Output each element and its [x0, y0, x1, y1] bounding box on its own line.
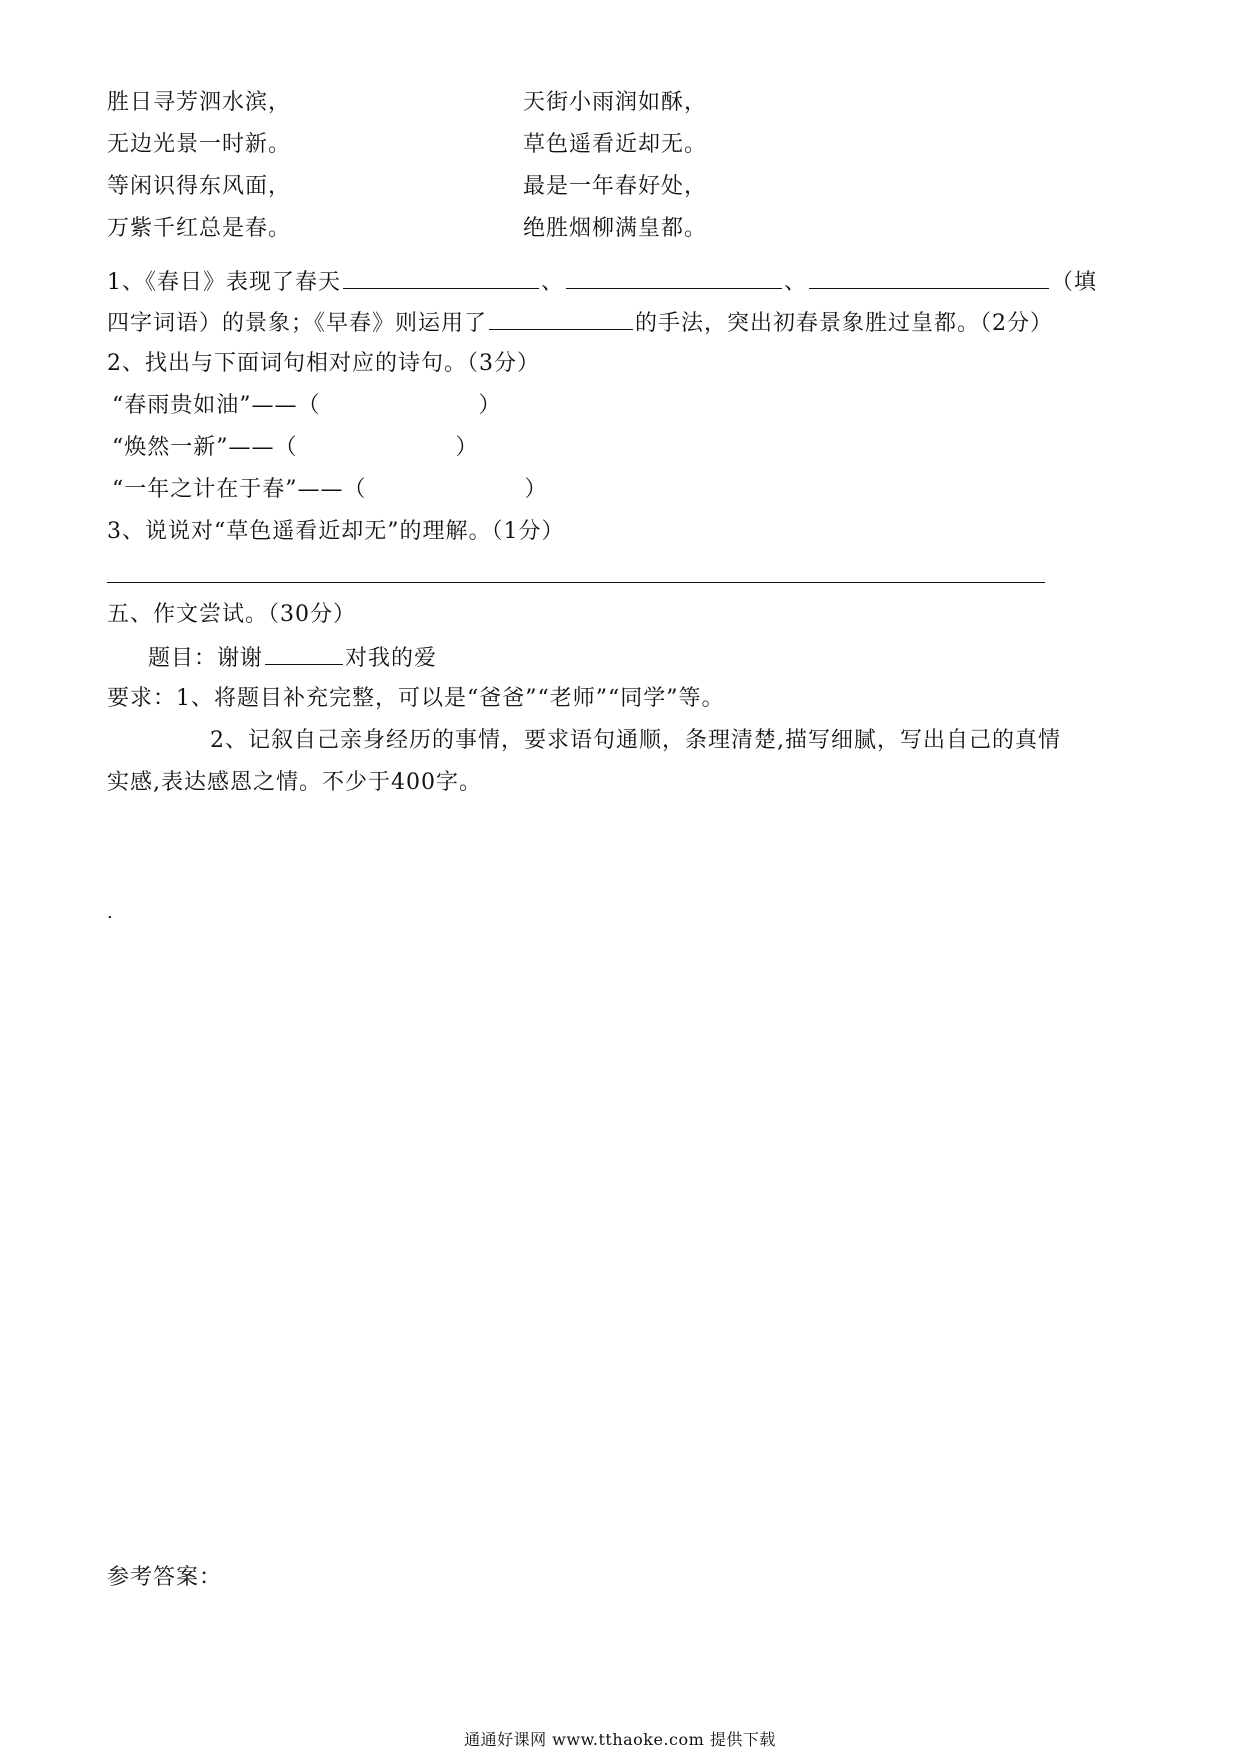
question-1-line-2	[107, 307, 1053, 339]
section-5-heading: 五、作文尝试。（30分）	[107, 602, 356, 627]
poem-zaochun-line-4: 绝胜烟柳满皇都。	[523, 216, 708, 241]
poem-zaochun-line-2: 草色遥看近却无。	[523, 132, 708, 157]
fill-blank-3[interactable]	[809, 266, 1049, 289]
answer-line[interactable]	[107, 582, 1045, 583]
separator: 、	[541, 270, 565, 295]
question-2-item-2: “焕然一新”——（ ）	[112, 435, 479, 460]
fill-blank-4[interactable]	[489, 307, 633, 330]
question-2-title: 2、找出与下面词句相对应的诗句。（3分）	[107, 351, 540, 376]
question-1-text-d: 的手法，突出初春景象胜过皇都。（2分）	[635, 311, 1054, 336]
question-1-text-c: 四字词语）的景象；《早春》则运用了	[107, 311, 488, 336]
essay-topic: 题目：谢谢 对我的爱	[148, 642, 437, 674]
poem-zaochun-line-3: 最是一年春好处，	[523, 174, 708, 199]
stray-mark: .	[107, 902, 113, 923]
fill-blank-1[interactable]	[343, 266, 539, 289]
poem-chunri-line-4: 万紫千红总是春。	[107, 216, 292, 241]
requirement-1: 要求：1、将题目补充完整，可以是“爸爸”“老师”“同学”等。	[107, 686, 725, 711]
topic-blank[interactable]	[265, 642, 343, 665]
poem-chunri-line-3: 等闲识得东风面，	[107, 174, 292, 199]
requirement-2: 2、记叙自己亲身经历的事情，要求语句通顺，条理清楚,描写细腻，写出自己的真情	[210, 728, 1061, 753]
question-2-item-1: “春雨贵如油”——（ ）	[112, 393, 502, 418]
fill-blank-2[interactable]	[566, 266, 782, 289]
poem-zaochun-line-1: 天街小雨润如酥，	[523, 90, 708, 115]
question-1-text-b: （填	[1051, 270, 1098, 295]
footer-credit: 通通好课网 www.tthaoke.com 提供下载	[464, 1730, 776, 1749]
requirement-2-continued: 实感,表达感恩之情。不少于400字。	[107, 770, 482, 795]
question-1-text-a: 1、《春日》表现了春天	[107, 270, 341, 295]
reference-answers-label: 参考答案：	[107, 1565, 223, 1590]
question-3-title: 3、说说对“草色遥看近却无”的理解。（1分）	[107, 519, 565, 544]
poem-chunri-line-1: 胜日寻芳泗水滨，	[107, 90, 292, 115]
question-1-line-1	[107, 266, 1097, 298]
question-2-item-3: “一年之计在于春”——（ ）	[112, 477, 548, 502]
separator: 、	[784, 270, 808, 295]
poem-chunri-line-2: 无边光景一时新。	[107, 132, 292, 157]
